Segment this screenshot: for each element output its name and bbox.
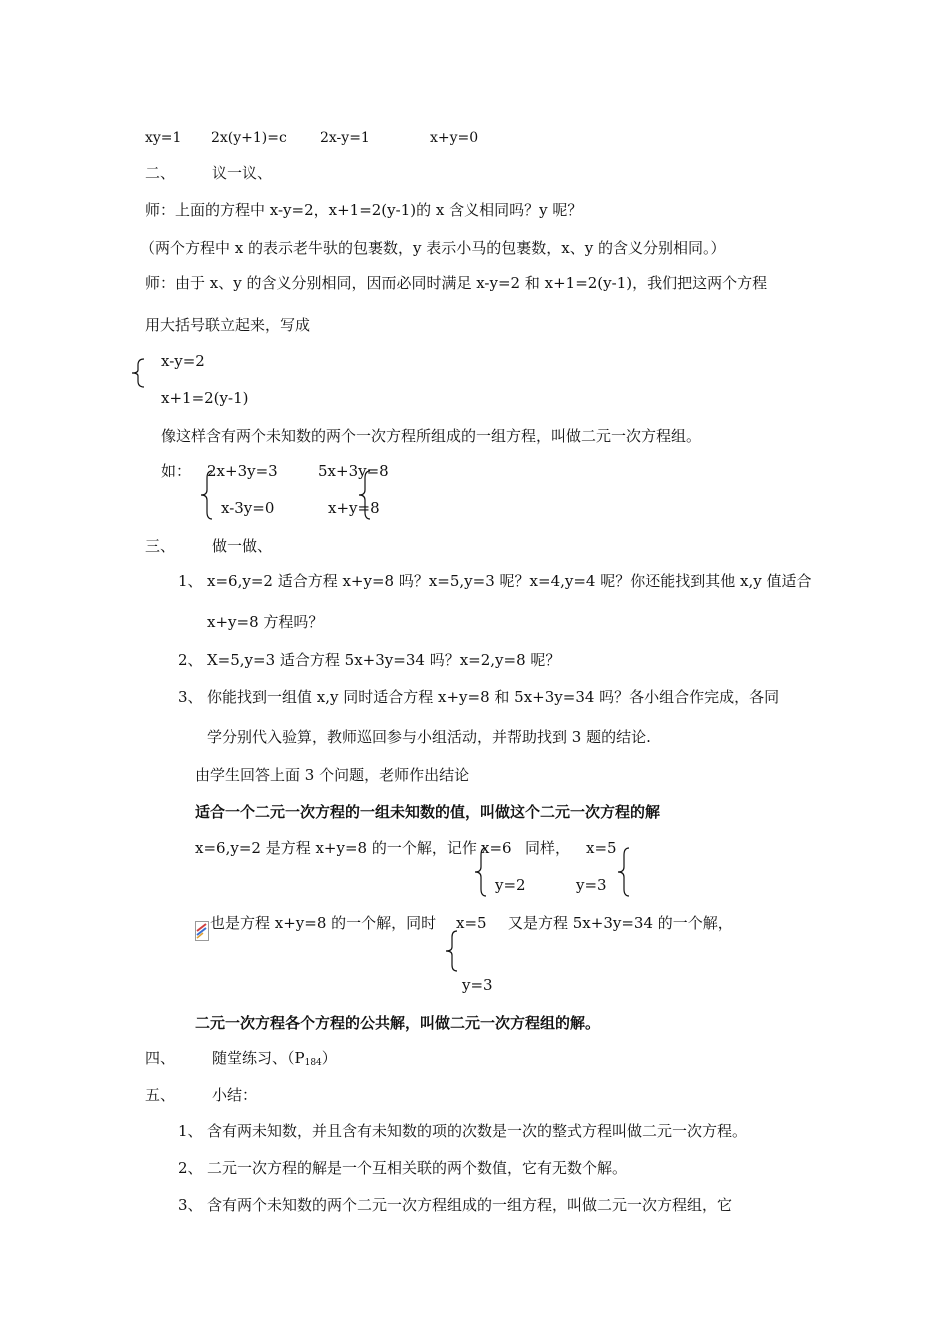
system-equation-2: x+1=2(y-1) xyxy=(161,389,249,407)
equation-2x-y-plus-1: 2x(y+1)=c xyxy=(211,130,287,146)
same-text: 同样， xyxy=(525,839,571,857)
solution3-y: y=3 xyxy=(462,976,493,994)
equation-x-plus-y: x+y=0 xyxy=(430,130,479,146)
equation-2x-minus-y: 2x-y=1 xyxy=(320,130,370,146)
example2-equation-2: x+y=8 xyxy=(328,499,380,517)
section-title: 议一议、 xyxy=(212,164,273,182)
item-number: 1、 xyxy=(178,572,203,590)
left-brace xyxy=(443,930,461,972)
conclusion-intro: 由学生回答上面 3 个问题，老师作出结论 xyxy=(195,766,470,784)
left-brace xyxy=(128,358,148,388)
item-text: X=5,y=3 适合方程 5x+3y=34 吗？x=2,y=8 呢？ xyxy=(207,651,561,669)
example2-equation-1: 5x+3y=8 xyxy=(318,462,389,480)
section-number: 五、 xyxy=(145,1086,176,1104)
section-title: 小结： xyxy=(212,1086,258,1104)
item-number: 1、 xyxy=(178,1122,203,1140)
item-text: 你能找到一组值 x,y 同时适合方程 x+y=8 和 5x+3y=34 吗？各小组合作完成，各同 xyxy=(207,688,780,706)
definition-text: 像这样含有两个未知数的两个一次方程所组成的一组方程，叫做二元一次方程组。 xyxy=(161,427,702,445)
item-number: 2、 xyxy=(178,651,203,669)
image-placeholder-icon xyxy=(195,921,209,941)
summary-item: 含有两个未知数的两个二元一次方程组成的一组方程，叫做二元一次方程组，它 xyxy=(207,1196,733,1214)
also-solution-text-2: 又是方程 5x+3y=34 的一个解， xyxy=(508,914,733,932)
also-solution-text: 也是方程 x+y=8 的一个解，同时 xyxy=(210,914,437,932)
solution2-y: y=3 xyxy=(576,876,607,894)
section-number: 二、 xyxy=(145,164,176,182)
solution1-y: y=2 xyxy=(495,876,526,894)
system-equation-1: x-y=2 xyxy=(161,352,205,370)
section-title xyxy=(212,1048,337,1073)
item-number: 3、 xyxy=(178,1196,203,1214)
item-text: x=6,y=2 适合方程 x+y=8 吗？x=5,y=3 呢？x=4,y=4 呢？你还能找到其他 x,y 值适合 xyxy=(207,572,812,590)
item-number: 3、 xyxy=(178,688,203,706)
summary-item: 二元一次方程的解是一个互相关联的两个数值，它有无数个解。 xyxy=(207,1159,628,1177)
section-number: 四、 xyxy=(145,1049,176,1067)
item-number: 2、 xyxy=(178,1159,203,1177)
example1-equation-2: x-3y=0 xyxy=(221,499,275,517)
left-brace xyxy=(198,470,216,520)
section-number: 三、 xyxy=(145,537,176,555)
equation-xy: xy=1 xyxy=(145,130,182,146)
section-title-close: ） xyxy=(321,1049,337,1067)
left-brace xyxy=(472,847,490,897)
solution1-x: x=6 xyxy=(481,839,512,857)
solution2-x: x=5 xyxy=(586,839,617,857)
solution-text: x=6,y=2 是方程 x+y=8 的一个解，记作 xyxy=(195,839,477,857)
section-title-text: 随堂练习、（P xyxy=(212,1049,305,1067)
system-solution-definition: 二元一次方程各个方程的公共解，叫做二元一次方程组的解。 xyxy=(195,1014,601,1032)
item-text-continued: x+y=8 方程吗？ xyxy=(207,613,324,631)
example1-equation-1: 2x+3y=3 xyxy=(207,462,278,480)
summary-item: 含有两未知数，并且含有未知数的项的次数是一次的整式方程叫做二元一次方程。 xyxy=(207,1122,748,1140)
page-reference: 184 xyxy=(304,1058,322,1068)
teacher-text-continued: 用大括号联立起来，写成 xyxy=(145,316,311,334)
section-title: 做一做、 xyxy=(212,537,273,555)
solution3-x: x=5 xyxy=(456,914,487,932)
answer-text: （两个方程中 x 的表示老牛驮的包裹数，y 表示小马的包裹数，x、y 的含义分别相同。） xyxy=(140,239,726,257)
item-text-continued: 学分别代入验算，教师巡回参与小组活动，并帮助找到 3 题的结论. xyxy=(207,728,651,746)
teacher-question: 师：上面的方程中 x-y=2，x+1=2(y-1)的 x 含义相同吗？y 呢？ xyxy=(145,201,583,219)
example-label: 如： xyxy=(161,462,192,480)
left-brace xyxy=(356,470,374,520)
left-brace xyxy=(615,847,633,897)
teacher-text: 师：由于 x、y 的含义分别相同，因而必同时满足 x-y=2 和 x+1=2(y-1)，我们把这两个方程 xyxy=(145,274,768,292)
solution-definition: 适合一个二元一次方程的一组未知数的值，叫做这个二元一次方程的解 xyxy=(195,803,661,821)
